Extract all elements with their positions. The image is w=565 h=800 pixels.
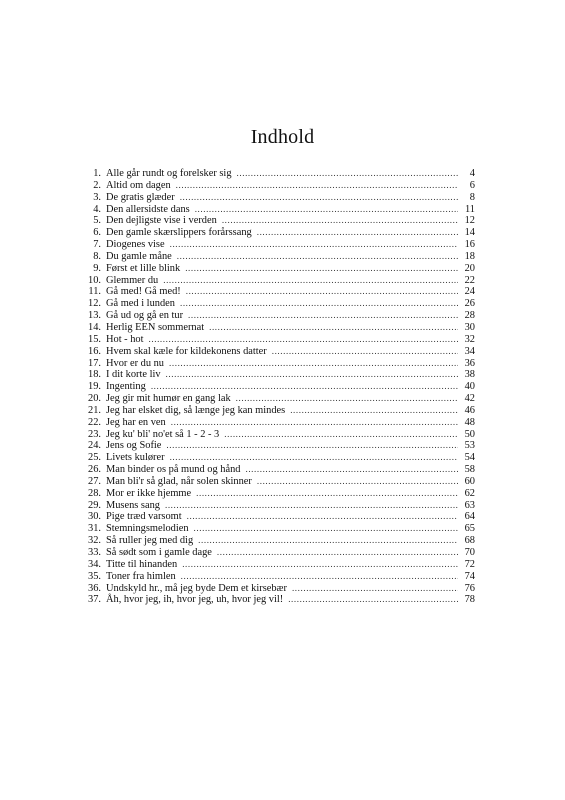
toc-entry xyxy=(83,381,475,393)
toc-entry xyxy=(83,547,475,559)
toc-entry-title: Gå med! Gå med! xyxy=(106,286,181,298)
toc-entry xyxy=(83,298,475,310)
toc-entry-page: 22 xyxy=(464,274,475,286)
toc-dot-leader xyxy=(257,476,458,488)
toc-entry xyxy=(83,310,475,322)
toc-dot-leader xyxy=(180,192,458,204)
toc-entry-number: 13. xyxy=(88,310,101,322)
toc-entry-number: 6. xyxy=(93,227,101,239)
toc-entry xyxy=(83,488,475,500)
toc-dot-leader xyxy=(188,310,458,322)
toc-dot-leader xyxy=(166,440,458,452)
toc-entry xyxy=(83,429,475,441)
toc-entry-title: Den dejligste vise i verden xyxy=(106,215,217,227)
toc-entry-number: 5. xyxy=(93,215,101,227)
toc-entry-number: 4. xyxy=(93,203,101,215)
toc-entry-page: 6 xyxy=(469,179,475,191)
toc-entry xyxy=(83,369,475,381)
toc-entry-number: 8. xyxy=(93,250,101,262)
toc-dot-leader xyxy=(292,583,458,595)
toc-entry xyxy=(83,511,475,523)
toc-entry-number: 20. xyxy=(88,393,101,405)
toc-dot-leader xyxy=(237,168,458,180)
toc-entry xyxy=(83,334,475,346)
toc-dot-leader xyxy=(165,500,458,512)
toc-entry-page: 36 xyxy=(464,357,475,369)
toc-dot-leader xyxy=(185,263,458,275)
toc-entry-title: Den allersidste dans xyxy=(106,203,190,215)
toc-dot-leader xyxy=(187,511,458,523)
toc-dot-leader xyxy=(166,369,458,381)
toc-entry-number: 37. xyxy=(88,594,101,606)
toc-entry xyxy=(83,464,475,476)
toc-entry-title: Stemningsmelodien xyxy=(106,523,189,535)
toc-dot-leader xyxy=(224,429,458,441)
toc-entry-page: 14 xyxy=(464,227,475,239)
toc-entry-number: 15. xyxy=(88,333,101,345)
toc-entry-number: 26. xyxy=(88,464,101,476)
toc-entry-title: Diogenes vise xyxy=(106,239,165,251)
toc-entry xyxy=(83,168,475,180)
toc-entry xyxy=(83,204,475,216)
toc-entry xyxy=(83,346,475,358)
toc-entry-title: Man bli'r så glad, når solen skinner xyxy=(106,475,252,487)
toc-dot-leader xyxy=(177,251,458,263)
toc-entry-title: Toner fra himlen xyxy=(106,570,176,582)
toc-entry-number: 17. xyxy=(88,357,101,369)
toc-entry-page: 16 xyxy=(464,239,475,251)
toc-entry-number: 7. xyxy=(93,239,101,251)
toc-dot-leader xyxy=(217,547,458,559)
toc-entry-number: 35. xyxy=(88,570,101,582)
toc-entry-page: 68 xyxy=(464,535,475,547)
toc-entry-title: Pige træd varsomt xyxy=(106,511,182,523)
table-of-contents xyxy=(83,168,475,606)
toc-entry-page: 20 xyxy=(464,262,475,274)
toc-entry xyxy=(83,417,475,429)
toc-entry-page: 58 xyxy=(464,464,475,476)
toc-entry-title: Åh, hvor jeg, ih, hvor jeg, uh, hvor jeg vil! xyxy=(106,594,284,606)
toc-dot-leader xyxy=(163,275,458,287)
toc-entry-title: Den gamle skærslippers forårssang xyxy=(106,227,252,239)
toc-entry-title: Hvem skal kæle for kildekonens datter xyxy=(106,345,267,357)
toc-entry-title: Titte til hinanden xyxy=(106,558,178,570)
toc-entry-number: 33. xyxy=(88,547,101,558)
toc-entry-title: Gå med i lunden xyxy=(106,298,175,310)
toc-entry-number: 34. xyxy=(88,558,101,570)
toc-entry-page: 28 xyxy=(464,310,475,322)
toc-entry xyxy=(83,358,475,370)
toc-entry-page: 24 xyxy=(464,286,475,298)
toc-entry-page: 50 xyxy=(464,428,475,440)
toc-entry-page: 46 xyxy=(464,404,475,416)
toc-entry xyxy=(83,215,475,227)
toc-dot-leader xyxy=(272,346,458,358)
toc-entry-number: 23. xyxy=(88,428,101,440)
toc-dot-leader xyxy=(182,559,458,571)
toc-entry-number: 30. xyxy=(88,511,101,523)
toc-entry-title: Du gamle måne xyxy=(106,250,172,262)
toc-entry-page: 64 xyxy=(464,511,475,523)
toc-dot-leader xyxy=(195,204,458,216)
toc-entry-title: Jeg har en ven xyxy=(106,416,166,428)
toc-dot-leader xyxy=(245,464,458,476)
toc-entry-title: De gratis glæder xyxy=(106,191,175,203)
toc-entry-number: 32. xyxy=(88,535,101,547)
toc-entry-title: Livets kulører xyxy=(106,452,165,464)
toc-dot-leader xyxy=(171,417,458,429)
toc-entry-page: 26 xyxy=(464,298,475,310)
toc-entry-page: 38 xyxy=(464,369,475,381)
toc-entry-page: 11 xyxy=(464,203,475,215)
toc-entry xyxy=(83,393,475,405)
toc-entry xyxy=(83,594,475,606)
toc-entry-number: 22. xyxy=(88,416,101,428)
toc-entry xyxy=(83,286,475,298)
toc-entry xyxy=(83,322,475,334)
page-title: Indhold xyxy=(250,126,315,148)
toc-entry-page: 48 xyxy=(464,416,475,428)
toc-entry-number: 9. xyxy=(93,262,101,274)
toc-entry-page: 63 xyxy=(464,499,475,511)
toc-dot-leader xyxy=(236,393,458,405)
toc-entry xyxy=(83,263,475,275)
toc-entry-page: 30 xyxy=(464,321,475,333)
toc-entry-page: 65 xyxy=(464,523,475,535)
toc-entry xyxy=(83,476,475,488)
toc-entry-page: 62 xyxy=(464,487,475,499)
toc-entry-number: 10. xyxy=(88,274,101,286)
toc-dot-leader xyxy=(181,571,458,583)
toc-entry-title: Gå ud og gå en tur xyxy=(106,310,184,322)
toc-entry xyxy=(83,239,475,251)
toc-entry-title: Altid om dagen xyxy=(106,179,171,191)
toc-entry-page: 42 xyxy=(464,393,475,405)
toc-entry-number: 36. xyxy=(88,582,101,594)
toc-entry-title: Herlig EEN sommernat xyxy=(106,321,205,333)
toc-entry-page: 70 xyxy=(464,547,475,558)
toc-entry-page: 53 xyxy=(464,440,475,452)
toc-entry-page: 76 xyxy=(464,582,475,594)
toc-entry-title: Undskyld hr., må jeg byde Dem et kirsebær xyxy=(106,582,287,594)
toc-entry-page: 40 xyxy=(464,381,475,393)
toc-dot-leader xyxy=(151,381,458,393)
toc-dot-leader xyxy=(198,535,458,547)
toc-entry-title: Hvor er du nu xyxy=(106,357,165,369)
toc-dot-leader xyxy=(170,239,458,251)
toc-dot-leader xyxy=(257,227,458,239)
toc-entry-title: Jeg gir mit humør en gang lak xyxy=(106,393,231,405)
toc-entry xyxy=(83,559,475,571)
toc-dot-leader xyxy=(169,358,458,370)
toc-entry-number: 14. xyxy=(88,321,101,333)
toc-entry xyxy=(83,500,475,512)
toc-dot-leader xyxy=(290,405,458,417)
toc-entry-number: 24. xyxy=(88,440,101,452)
toc-dot-leader xyxy=(149,334,458,346)
toc-entry-number: 2. xyxy=(93,179,101,191)
toc-entry xyxy=(83,180,475,192)
toc-entry-number: 16. xyxy=(88,345,101,357)
toc-entry xyxy=(83,227,475,239)
toc-entry-title: I dit korte liv xyxy=(106,369,161,381)
toc-dot-leader xyxy=(288,594,458,606)
toc-dot-leader xyxy=(196,488,458,500)
toc-entry xyxy=(83,275,475,287)
toc-entry-number: 1. xyxy=(93,168,101,179)
toc-entry-number: 28. xyxy=(88,487,101,499)
toc-entry-page: 12 xyxy=(464,215,475,227)
toc-entry-number: 19. xyxy=(88,381,101,393)
toc-entry xyxy=(83,192,475,204)
toc-entry-number: 29. xyxy=(88,499,101,511)
toc-entry-title: Jens og Sofie xyxy=(106,440,162,452)
toc-entry-title: Jeg ku' bli' no'et så 1 - 2 - 3 xyxy=(106,428,220,440)
toc-entry-number: 3. xyxy=(93,191,101,203)
toc-entry xyxy=(83,523,475,535)
toc-entry-title: Glemmer du xyxy=(106,274,159,286)
toc-entry-title: Mor er ikke hjemme xyxy=(106,487,192,499)
toc-entry-page: 4 xyxy=(469,168,475,179)
toc-entry-number: 11. xyxy=(88,286,101,298)
toc-entry-title: Så sødt som i gamle dage xyxy=(106,547,212,558)
toc-entry-page: 18 xyxy=(464,250,475,262)
toc-entry-title: Man binder os på mund og hånd xyxy=(106,464,241,476)
toc-dot-leader xyxy=(194,523,458,535)
toc-entry xyxy=(83,571,475,583)
toc-dot-leader xyxy=(170,452,458,464)
toc-entry-title: Alle går rundt og forelsker sig xyxy=(106,168,232,179)
toc-entry xyxy=(83,251,475,263)
toc-entry-title: Først et lille blink xyxy=(106,262,181,274)
toc-entry-number: 25. xyxy=(88,452,101,464)
toc-entry xyxy=(83,452,475,464)
toc-dot-leader xyxy=(180,298,458,310)
toc-dot-leader xyxy=(186,286,458,298)
toc-entry xyxy=(83,535,475,547)
toc-entry-number: 12. xyxy=(88,298,101,310)
toc-entry-number: 27. xyxy=(88,475,101,487)
toc-dot-leader xyxy=(209,322,458,334)
toc-entry-title: Ingenting xyxy=(106,381,146,393)
toc-entry-number: 31. xyxy=(88,523,101,535)
toc-entry xyxy=(83,583,475,595)
toc-entry xyxy=(83,405,475,417)
toc-entry-title: Så ruller jeg med dig xyxy=(106,535,194,547)
toc-entry-page: 60 xyxy=(464,475,475,487)
toc-entry-page: 54 xyxy=(464,452,475,464)
toc-entry-page: 72 xyxy=(464,558,475,570)
toc-dot-leader xyxy=(176,180,458,192)
toc-dot-leader xyxy=(222,215,458,227)
toc-entry-number: 18. xyxy=(88,369,101,381)
toc-entry-title: Hot - hot xyxy=(106,333,144,345)
toc-entry xyxy=(83,440,475,452)
toc-entry-page: 78 xyxy=(464,594,475,606)
toc-entry-title: Jeg har elsket dig, så længe jeg kan mindes xyxy=(106,404,286,416)
toc-entry-title: Musens sang xyxy=(106,499,160,511)
toc-entry-page: 74 xyxy=(464,570,475,582)
toc-entry-page: 34 xyxy=(464,345,475,357)
toc-entry-number: 21. xyxy=(88,404,101,416)
toc-entry-page: 32 xyxy=(464,333,475,345)
toc-entry-page: 8 xyxy=(469,191,475,203)
